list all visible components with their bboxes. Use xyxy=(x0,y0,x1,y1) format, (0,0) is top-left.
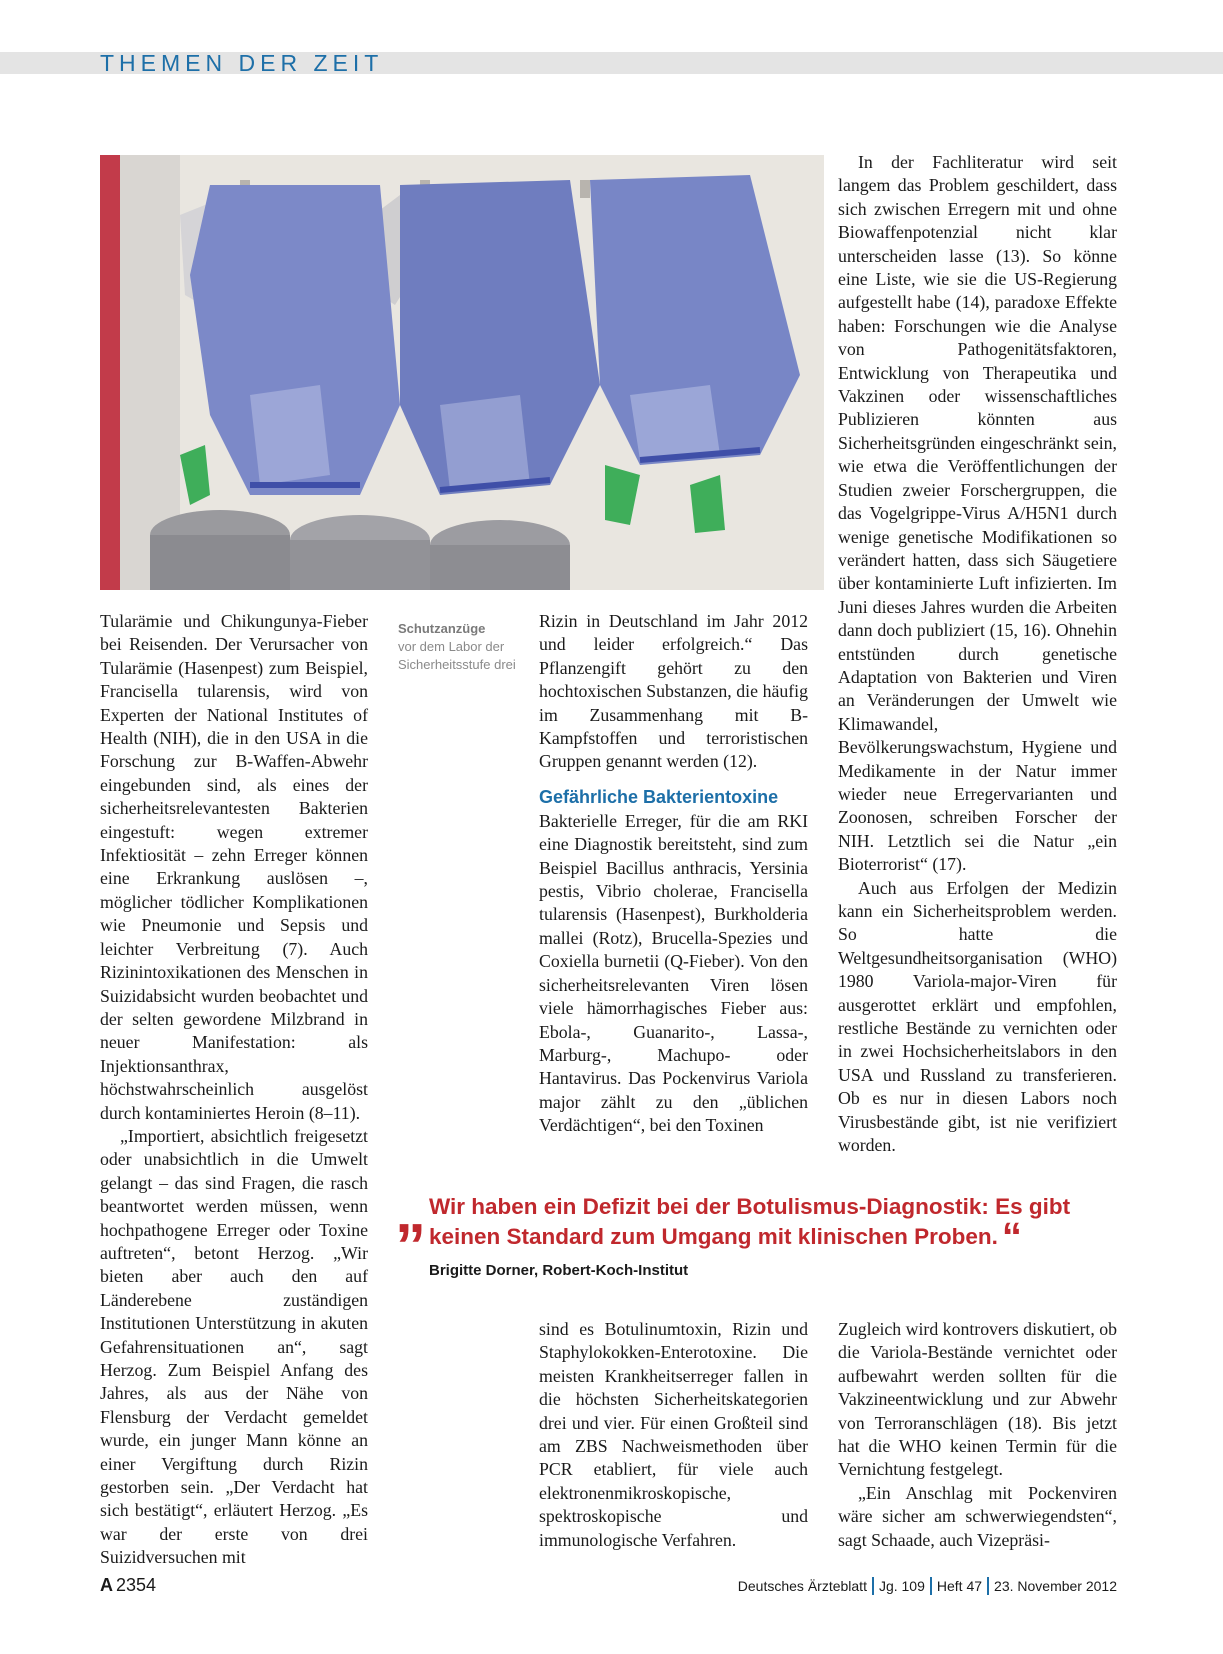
journal-date: 23. November 2012 xyxy=(994,1578,1117,1594)
page-prefix: A xyxy=(100,1575,113,1595)
column-2-bottom xyxy=(539,1318,808,1552)
caption-text: vor dem Labor der Sicherheitsstufe drei xyxy=(398,639,516,672)
quote-source: Brigitte Dorner, Robert-Koch-Institut xyxy=(429,1262,689,1279)
quote-text-wrapper xyxy=(429,1192,1139,1259)
quote-open-mark: „ xyxy=(395,1177,426,1246)
journal-volume: Jg. 109 xyxy=(878,1578,925,1594)
photo-protective-suits xyxy=(100,155,824,590)
section-label: THEMEN DER ZEIT xyxy=(100,50,384,76)
page-number-value: 2354 xyxy=(116,1575,157,1595)
section-subhead: Gefährliche Bakterientoxine xyxy=(539,786,779,807)
column-2 xyxy=(539,610,808,1138)
column-1 xyxy=(100,610,368,1570)
journal-info xyxy=(738,1577,1117,1595)
col3-paragraph-1: In der Fachliteratur wird seit langem das Problem geschildert, dass sich zwischen Erregern mit und ohne Biowaffenpotenzial nicht klar unterscheiden lasse (13). So könne eine Liste, wie sie die US-Regierung aufgestellt habe (14), paradoxe Effekte haben: Forschungen wie die Analyse von Pathogenitätsfaktoren, Entwicklung von Therapeutika und Vakzinen oder wissenschaftliches Publizieren könnten aus Sicherheitsgründen eingeschränkt sein, wie etwa die Veröffentlichungen der Studien zweier Forschergruppen, die das Vogelgrippe-Virus A/H5N1 durch wenige genetische Modifikationen so verändert hatten, dass sich Säugetiere über kontaminierte Luft infizierten. Im Juni dieses Jahres wurden die Arbeiten dann doch publiziert (15, 16). Ohnehin entstünden durch genetische Adaptation von Bakterien und Viren an Veränderungen der Umwelt wie Klimawandel, Bevölkerungswachstum, Hygiene und Medikamente in der Natur immer wieder neue Erregervarianten und Zoonosen, schreiben Forscher der NIH. Letztlich sei die Natur „ein Bioterrorist“ (17). xyxy=(838,152,1117,875)
col1-paragraph-1: Tularämie und Chikungunya-Fieber bei Reisenden. Der Verursacher von Tularämie (Hasenpest) zum Beispiel, Francisella tularensis, wird von Experten der National Institutes of Health (NIH), die in den USA in die Forschung zur B-Waffen-Abwehr eingebunden sind, als eines der sicherheitsrelevantesten Bakterien eingestuft: wegen extremer Infektiosität – zehn Erreger können eine Erkrankung auslösen –, möglicher tödlicher Komplikationen wie Pneumonie und Sepsis und leichter Verbreitung (7). Auch Rizinintoxikationen des Menschen in Suizidabsicht wurden beobachtet und der selten gewordene Milzbrand in neuer Manifestation: als Injektionsanthrax, höchstwahrscheinlich ausgelöst durch kontaminiertes Heroin (8–11). xyxy=(100,611,368,1123)
col2-paragraph-2: Bakterielle Erreger, für die am RKI eine Diagnostik bereitsteht, sind zum Beispiel Bacillus anthracis, Yersinia pestis, Vibrio cholerae, Francisella tularensis (Hasenpest), Burkholderia mallei (Rotz), Brucella-Spezies und Coxiella burnetii (Q-Fieber). Von den sicherheitsrelevanten Viren lösen viele hämorrhagisches Fieber aus: Ebola-, Guanarito-, Lassa-, Marburg-, Machupo- oder Hantavirus. Das Pockenvirus Variola major zählt zu den „üblichen Verdächtigen“, bei den Toxinen xyxy=(539,810,808,1136)
col3b-paragraph-2: „Ein Anschlag mit Pockenviren wäre sicher am schwerwiegendsten“, sagt Schaade, auch Vizepräsi- xyxy=(838,1482,1117,1550)
col2-paragraph-1: Rizin in Deutschland im Jahr 2012 und leider erfolgreich.“ Das Pflanzengift gehört zu den hochtoxischen Substanzen, die häufig im Zusammenhang mit B-Kampfstoffen und terroristischen Gruppen genannt werden (12). xyxy=(539,611,808,772)
footer-separator xyxy=(872,1577,874,1595)
footer-separator xyxy=(987,1577,989,1595)
quote-text: Wir haben ein Defizit bei der Botulismus-Diagnostik: Es gibt keinen Standard zum Umgang mit klinischen Proben. xyxy=(429,1194,1071,1249)
page-number xyxy=(100,1575,156,1596)
column-3 xyxy=(838,151,1117,1157)
column-3-bottom xyxy=(838,1318,1117,1552)
col3b-paragraph-1: Zugleich wird kontrovers diskutiert, ob die Variola-Bestände vernichtet oder aufbewahrt werden sollten für die Vakzineentwicklung und zur Abwehr von Terroranschlägen (18). Bis jetzt hat die WHO keinen Termin für die Vernichtung festgelegt. xyxy=(838,1319,1118,1480)
journal-issue: Heft 47 xyxy=(936,1578,983,1594)
col1-paragraph-2: „Importiert, absichtlich freigesetzt oder unabsichtlich in die Umwelt gelangt – das sind Fragen, die rasch beantwortet werden müssen, wenn hochpathogene Erreger oder Toxine auftreten“, betont Herzog. „Wir bieten aber auch den auf Länderebene zuständigen Institutionen Unterstützung in akuten Gefahrensituationen an“, sagt Herzog. Zum Beispiel Anfang des Jahres, als aus der Nähe von Flensburg der Verdacht gemeldet wurde, ein junger Mann könne an einer Vergiftung durch Rizin gestorben sein. „Der Verdacht hat sich bestätigt“, erläutert Herzog. „Es war der erste von drei Suizidversuchen mit xyxy=(100,1125,368,1568)
photo-illustration xyxy=(100,155,824,590)
quote-close-mark: “ xyxy=(1001,1215,1022,1259)
col3-paragraph-2: Auch aus Erfolgen der Medizin kann ein Sicherheitsproblem werden. So hatte die Weltgesundheitsorganisation (WHO) 1980 Variola-major-Viren für ausgerottet erklärt und empfohlen, restliche Bestände zu vernichten oder in zwei Hochsicherheitslabors in den USA und Russland zu transferieren. Ob es nur in diesen Labors noch Virusbestände gibt, ist nie verifiziert worden. xyxy=(838,877,1117,1156)
footer-separator xyxy=(930,1577,932,1595)
photo-caption xyxy=(398,620,528,674)
col2b-paragraph-1: sind es Botulinumtoxin, Rizin und Staphylokokken-Enterotoxine. Die meisten Krankheitserreger fallen in die höchsten Sicherheitskategorien drei und vier. Für einen Großteil sind am ZBS Nachweismethoden über PCR etabliert, für viele auch elektronenmikroskopische, spektroskopische und immunologische Verfahren. xyxy=(539,1319,808,1550)
caption-title: Schutzanzüge xyxy=(398,621,486,636)
journal-name: Deutsches Ärzteblatt xyxy=(737,1578,867,1594)
